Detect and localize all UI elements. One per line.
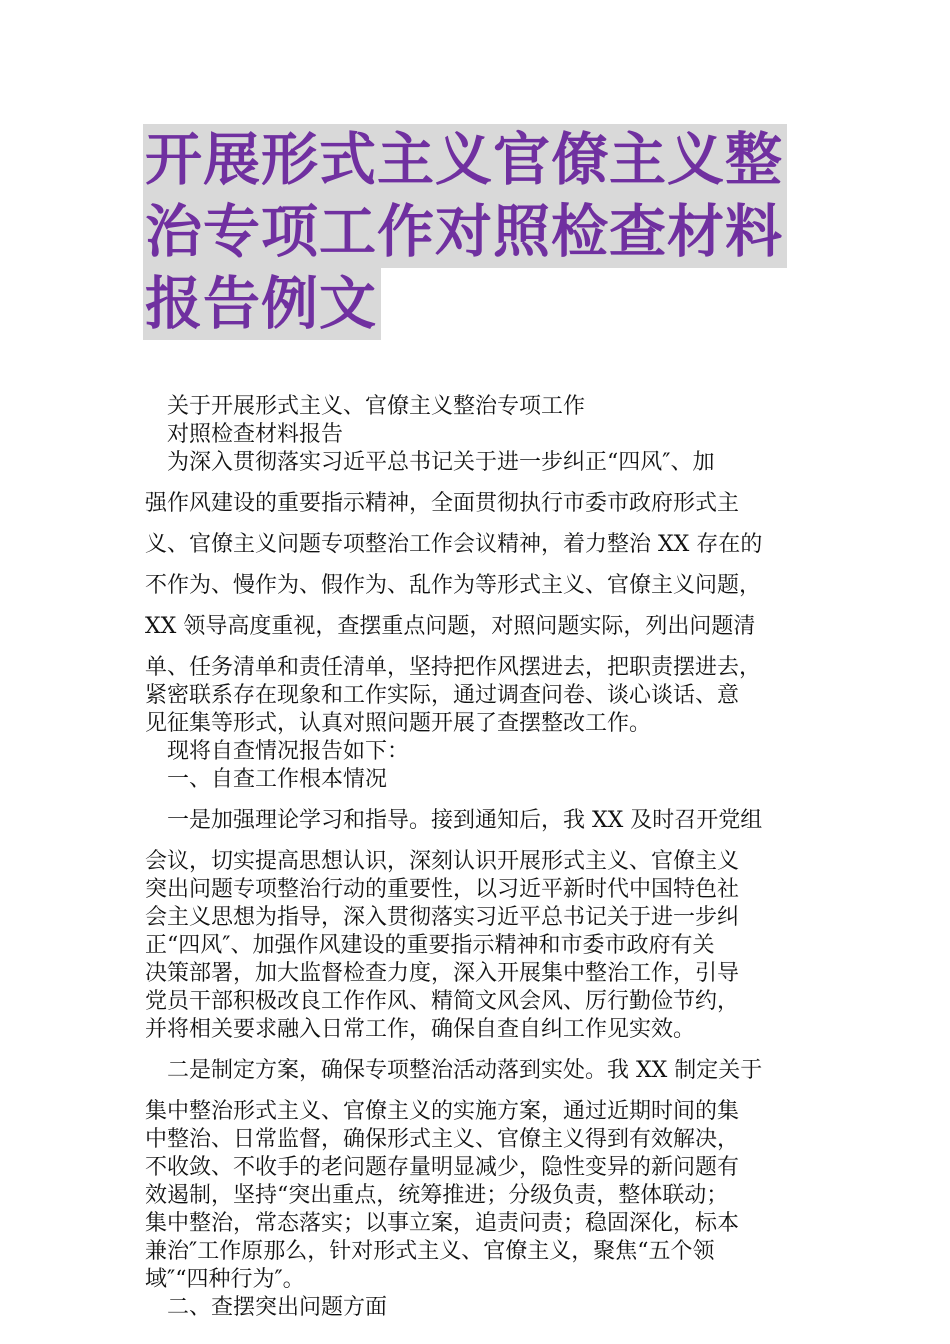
body-line: 强作风建设的重要指示精神，全面贯彻执行市委市政府形式主 bbox=[145, 491, 740, 516]
body-line: 不作为、慢作为、假作为、乱作为等形式主义、官僚主义问题， bbox=[145, 573, 762, 598]
body-line: 效遏制，坚持“突出重点，统筹推进；分级负责，整体联动； bbox=[145, 1183, 729, 1208]
body-line: 对照检查材料报告 bbox=[167, 422, 344, 447]
body-line: 中整治、日常监督，确保形式主义、官僚主义得到有效解决， bbox=[145, 1127, 740, 1152]
body-line: 并将相关要求融入日常工作，确保自查自纠工作见实效。 bbox=[145, 1017, 696, 1042]
body-line: 单、任务清单和责任清单，坚持把作风摆进去，把职责摆进去， bbox=[145, 655, 762, 680]
body-line: 会议，切实提高思想认识，深刻认识开展形式主义、官僚主义 bbox=[145, 849, 740, 874]
body-line: XX 领导高度重视，查摆重点问题，对照问题实际，列出问题清 bbox=[145, 614, 756, 639]
body-line: 关于开展形式主义、官僚主义整治专项工作 bbox=[167, 394, 586, 419]
body-line: 兼治″工作原那么，针对形式主义、官僚主义，聚焦“五个领 bbox=[145, 1239, 715, 1264]
body-line: 二、查摆突出问题方面 bbox=[167, 1295, 388, 1320]
body-line: 不收敛、不收手的老问题存量明显减少，隐性变异的新问题有 bbox=[145, 1155, 740, 1180]
body-line: 党员干部积极改良工作作风、精简文风会风、厉行勤俭节约， bbox=[145, 989, 740, 1014]
body-line: 为深入贯彻落实习近平总书记关于进一步纠正“四风″、加 bbox=[167, 450, 715, 475]
body-line: 域″“四种行为″。 bbox=[145, 1267, 305, 1292]
body-line: 一是加强理论学习和指导。接到通知后，我 XX 及时召开党组 bbox=[167, 808, 763, 833]
body-line: 现将自查情况报告如下： bbox=[167, 739, 410, 764]
body-line: 义、官僚主义问题专项整治工作会议精神，着力整治 XX 存在的 bbox=[145, 532, 763, 557]
body-line: 见征集等形式，认真对照问题开展了查摆整改工作。 bbox=[145, 711, 652, 736]
body-line: 集中整治形式主义、官僚主义的实施方案，通过近期时间的集 bbox=[145, 1099, 740, 1124]
title-line: 治专项工作对照检查材料 bbox=[143, 196, 787, 268]
title-line: 开展形式主义官僚主义整 bbox=[143, 124, 787, 196]
title-line: 报告例文 bbox=[143, 268, 381, 340]
document-body bbox=[145, 393, 807, 1322]
body-line: 决策部署，加大监督检查力度，深入开展集中整治工作，引导 bbox=[145, 961, 740, 986]
body-line: 正“四风″、加强作风建设的重要指示精神和市委市政府有关 bbox=[145, 933, 715, 958]
body-line: 会主义思想为指导，深入贯彻落实习近平总书记关于进一步纠 bbox=[145, 905, 740, 930]
body-line: 突出问题专项整治行动的重要性，以习近平新时代中国特色社 bbox=[145, 877, 740, 902]
body-line: 紧密联系存在现象和工作实际，通过调查问卷、谈心谈话、意 bbox=[145, 683, 740, 708]
body-line: 集中整治，常态落实；以事立案，追责问责；稳固深化，标本 bbox=[145, 1211, 740, 1236]
body-line: 一、自查工作根本情况 bbox=[167, 767, 388, 792]
body-line: 二是制定方案，确保专项整治活动落到实处。我 XX 制定关于 bbox=[167, 1058, 763, 1083]
document-title bbox=[143, 124, 823, 340]
